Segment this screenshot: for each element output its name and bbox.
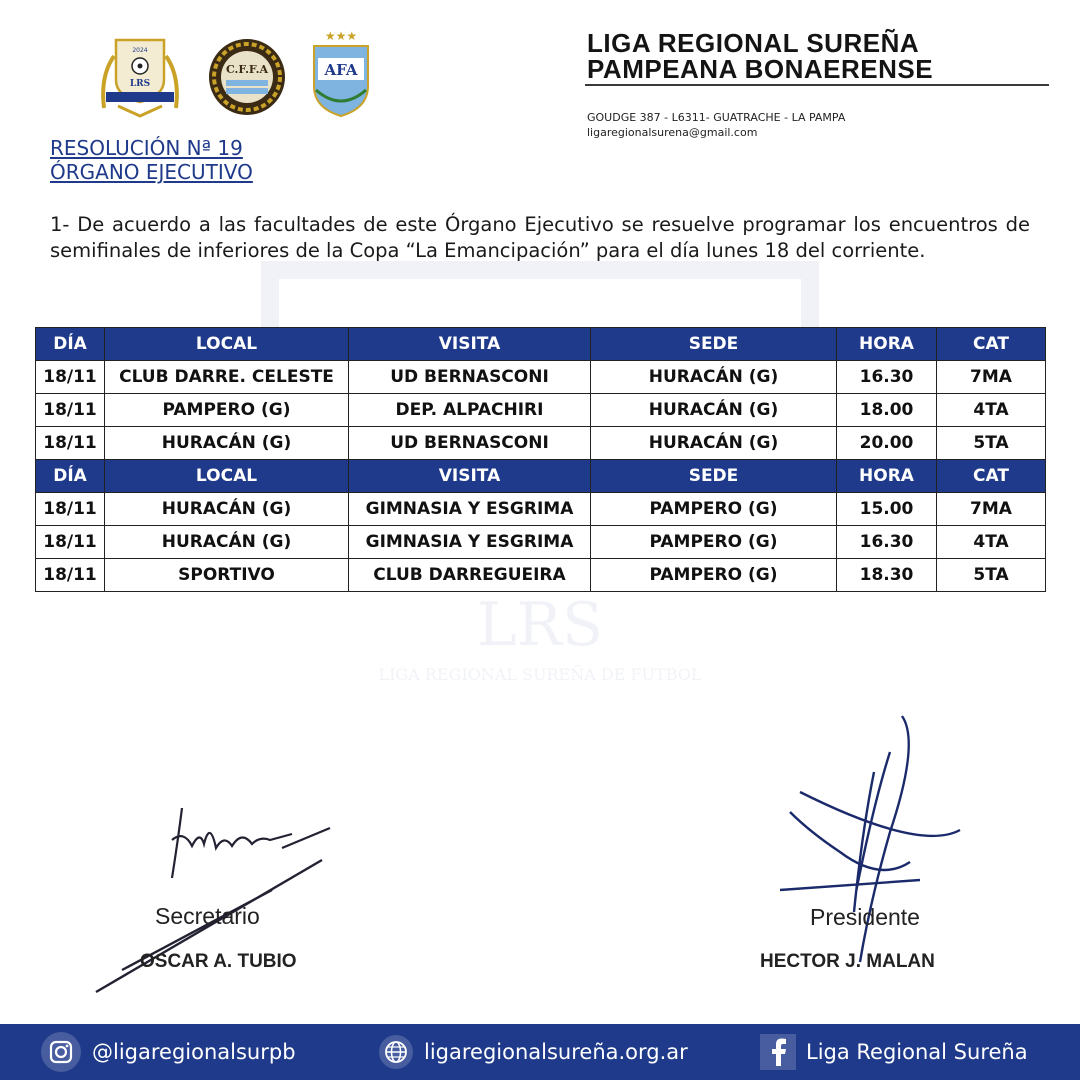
cffa-badge-logo [206, 36, 288, 118]
header-sede: SEDE [591, 460, 837, 493]
table-row [36, 394, 1046, 427]
cell-local: HURACÁN (G) [105, 493, 349, 526]
footer-instagram[interactable] [40, 1024, 296, 1080]
footer-bar [0, 1024, 1080, 1080]
cell-sede: HURACÁN (G) [591, 427, 837, 460]
facebook-page: Liga Regional Sureña [806, 1040, 1028, 1064]
svg-text:★★★: ★★★ [324, 29, 358, 43]
cell-visita: DEP. ALPACHIRI [349, 394, 591, 427]
resolution-heading [50, 136, 253, 184]
cell-cat: 7MA [937, 493, 1046, 526]
lrs-year: 2024 [132, 47, 148, 54]
table-header-row [36, 328, 1046, 361]
header-visita: VISITA [349, 328, 591, 361]
cell-day: 18/11 [36, 394, 105, 427]
lrs-crest-logo [98, 36, 182, 118]
watermark-text: LRS [476, 590, 604, 660]
cell-local: HURACÁN (G) [105, 526, 349, 559]
org-title [587, 30, 933, 82]
org-email: ligaregionalsurena@gmail.com [587, 126, 758, 139]
globe-icon [378, 1034, 414, 1070]
cell-cat: 7MA [937, 361, 1046, 394]
header-logos [98, 28, 388, 123]
secretary-name: OSCAR A. TUBIO [140, 951, 297, 972]
cffa-logo-text: C.F.F.A [226, 63, 268, 76]
afa-badge-logo [304, 28, 378, 120]
table-row [36, 526, 1046, 559]
watermark-subtext: LIGA REGIONAL SUREÑA DE FUTBOL [378, 665, 702, 684]
table-header-row [36, 460, 1046, 493]
header-hora: HORA [837, 328, 937, 361]
header-day: DÍA [36, 460, 105, 493]
header-local: LOCAL [105, 328, 349, 361]
header-sede: SEDE [591, 328, 837, 361]
footer-website[interactable] [378, 1024, 688, 1080]
cell-hora: 15.00 [837, 493, 937, 526]
cell-hora: 18.00 [837, 394, 937, 427]
president-signature [770, 712, 970, 972]
table-row [36, 361, 1046, 394]
cell-visita: GIMNASIA Y ESGRIMA [349, 526, 591, 559]
cell-visita: CLUB DARREGUEIRA [349, 559, 591, 592]
instagram-icon [40, 1031, 82, 1073]
cell-day: 18/11 [36, 526, 105, 559]
cell-cat: 4TA [937, 526, 1046, 559]
cell-sede: PAMPERO (G) [591, 493, 837, 526]
cell-cat: 5TA [937, 427, 1046, 460]
lrs-logo-text: LRS [129, 79, 151, 89]
org-title-line1: LIGA REGIONAL SUREÑA [587, 28, 920, 58]
resolution-body: ÓRGANO EJECUTIVO [50, 160, 253, 184]
org-title-line2: PAMPEANA BONAERENSE [587, 54, 934, 84]
footer-facebook[interactable] [760, 1024, 1028, 1080]
cell-visita: GIMNASIA Y ESGRIMA [349, 493, 591, 526]
cell-sede: HURACÁN (G) [591, 394, 837, 427]
resolution-number: RESOLUCIÓN Nª 19 [50, 136, 243, 160]
header-visita: VISITA [349, 460, 591, 493]
cell-hora: 18.30 [837, 559, 937, 592]
cell-day: 18/11 [36, 427, 105, 460]
table-row [36, 493, 1046, 526]
schedule-table [35, 327, 1046, 592]
cell-day: 18/11 [36, 361, 105, 394]
cell-visita: UD BERNASCONI [349, 427, 591, 460]
cell-local: HURACÁN (G) [105, 427, 349, 460]
cell-visita: UD BERNASCONI [349, 361, 591, 394]
org-address: GOUDGE 387 - L6311- GUATRACHE - LA PAMPA [587, 111, 846, 124]
instagram-handle: @ligaregionalsurpb [92, 1040, 296, 1064]
intro-paragraph: 1- De acuerdo a las facultades de este Órgano Ejecutivo se resuelve programar los encuentros de semifinales de inferiores de la Copa “La Emancipación” para el día lunes 18 del corriente. [50, 213, 1030, 262]
header-hora: HORA [837, 460, 937, 493]
cell-day: 18/11 [36, 493, 105, 526]
cell-cat: 5TA [937, 559, 1046, 592]
facebook-icon [760, 1034, 796, 1070]
header-day: DÍA [36, 328, 105, 361]
cell-sede: PAMPERO (G) [591, 526, 837, 559]
cell-sede: PAMPERO (G) [591, 559, 837, 592]
header-divider [585, 84, 1049, 86]
secretary-role: Secretario [155, 903, 260, 929]
cell-sede: HURACÁN (G) [591, 361, 837, 394]
cell-local: PAMPERO (G) [105, 394, 349, 427]
cell-hora: 16.30 [837, 361, 937, 394]
cell-cat: 4TA [937, 394, 1046, 427]
header-cat: CAT [937, 328, 1046, 361]
cell-local: CLUB DARRE. CELESTE [105, 361, 349, 394]
website-url: ligaregionalsureña.org.ar [424, 1040, 688, 1064]
president-role: Presidente [810, 904, 920, 930]
president-name: HECTOR J. MALAN [760, 951, 935, 972]
table-row [36, 559, 1046, 592]
afa-logo-text: AFA [324, 61, 358, 79]
header-local: LOCAL [105, 460, 349, 493]
cell-local: SPORTIVO [105, 559, 349, 592]
cell-hora: 20.00 [837, 427, 937, 460]
cell-day: 18/11 [36, 559, 105, 592]
header-cat: CAT [937, 460, 1046, 493]
table-row [36, 427, 1046, 460]
org-contact [587, 110, 845, 140]
cell-hora: 16.30 [837, 526, 937, 559]
